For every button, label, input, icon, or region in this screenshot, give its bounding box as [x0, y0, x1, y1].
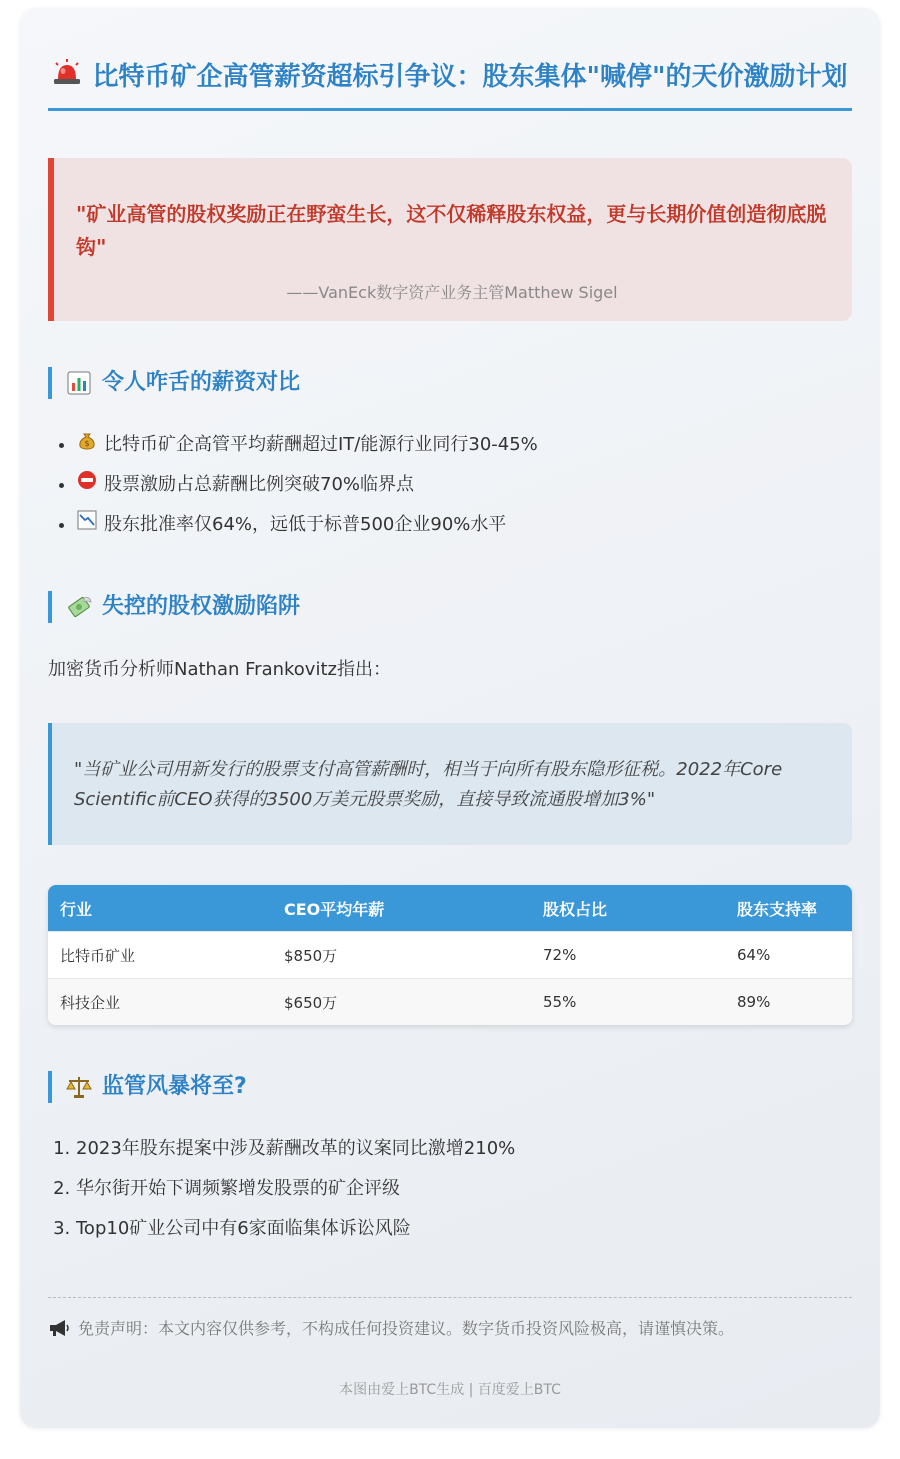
- svg-text:$: • $: [84, 439, 90, 448]
- comparison-table: [48, 885, 852, 1025]
- money-wings-icon: [66, 594, 92, 620]
- no-entry-icon: [76, 465, 98, 505]
- list-item: • 股票激励占总薪酬比例突破70%临界点: [76, 465, 852, 505]
- table-header-cell: 股权占比: [531, 885, 725, 931]
- table-row: [48, 978, 852, 1025]
- chart-decreasing-icon: [76, 505, 98, 545]
- table-cell: 比特币矿业: [48, 931, 272, 978]
- megaphone-icon: [48, 1319, 70, 1337]
- siren-icon: [52, 58, 82, 96]
- table-cell: $650万: [272, 978, 531, 1025]
- regulation-list: [48, 1129, 852, 1249]
- table-row: [48, 931, 852, 978]
- table-cell: 89%: [725, 978, 852, 1025]
- disclaimer-text: 免责声明：本文内容仅供参考，不构成任何投资建议。数字货币投资风险极高，请谨慎决策。: [78, 1319, 735, 1338]
- table-cell: $850万: [272, 931, 531, 978]
- list-item: 1. 2023年股东提案中涉及薪酬改革的议案同比激增210%: [76, 1129, 852, 1169]
- scales-icon: [66, 1074, 92, 1100]
- featured-quote: [48, 158, 852, 321]
- table-cell: 55%: [531, 978, 725, 1025]
- page-title: [48, 58, 852, 111]
- money-bag-icon: [76, 425, 98, 465]
- bar-chart-icon: [66, 370, 92, 396]
- featured-quote-author: ——VanEck数字资产业务主管Matthew Sigel: [286, 283, 618, 302]
- article-card: [20, 8, 880, 1428]
- analyst-quote: "当矿业公司用新发行的股票支付高管薪酬时，相当于向所有股东隐形征税。2022年Core Scientific前CEO获得的3500万美元股票奖励，直接导致流通股增加3%": [48, 723, 852, 845]
- featured-quote-text: "矿业高管的股权奖励正在野蛮生长，这不仅稀释股东权益，更与长期价值创造彻底脱钩": [76, 202, 827, 259]
- list-item: • 股东批准率仅64%，远低于标普500企业90%水平: [76, 505, 852, 545]
- table-header-cell: 股东支持率: [725, 885, 852, 931]
- section-heading-equity-text: 失控的股权激励陷阱: [102, 594, 301, 619]
- analyst-intro: 加密货币分析师Nathan Frankovitz指出：: [48, 659, 391, 680]
- section-heading-regulation-text: 监管风暴将至?: [102, 1074, 247, 1099]
- table-cell: 64%: [725, 931, 852, 978]
- table-cell: 72%: [531, 931, 725, 978]
- table-header-cell: 行业: [48, 885, 272, 931]
- disclaimer: [48, 1297, 852, 1339]
- table-header-row: [48, 885, 852, 931]
- table-cell: 科技企业: [48, 978, 272, 1025]
- section-heading-regulation: [48, 1071, 852, 1103]
- list-item: 3. Top10矿业公司中有6家面临集体诉讼风险: [76, 1209, 852, 1249]
- section-heading-salary-text: 令人咋舌的薪资对比: [102, 370, 301, 395]
- footer-credit: 本图由爱上BTC生成 | 百度爱上BTC: [339, 1382, 561, 1398]
- salary-list: [48, 425, 852, 545]
- table-header-cell: CEO平均年薪: [272, 885, 531, 931]
- list-item: 2. 华尔街开始下调频繁增发股票的矿企评级: [76, 1169, 852, 1209]
- list-item: • $ 比特币矿企高管平均薪酬超过IT/能源行业同行30-45%: [76, 425, 852, 465]
- section-heading-equity: [48, 591, 852, 623]
- section-heading-salary: [48, 367, 852, 399]
- page-title-text: 比特币矿企高管薪资超标引争议：股东集体"喊停"的天价激励计划: [92, 62, 848, 92]
